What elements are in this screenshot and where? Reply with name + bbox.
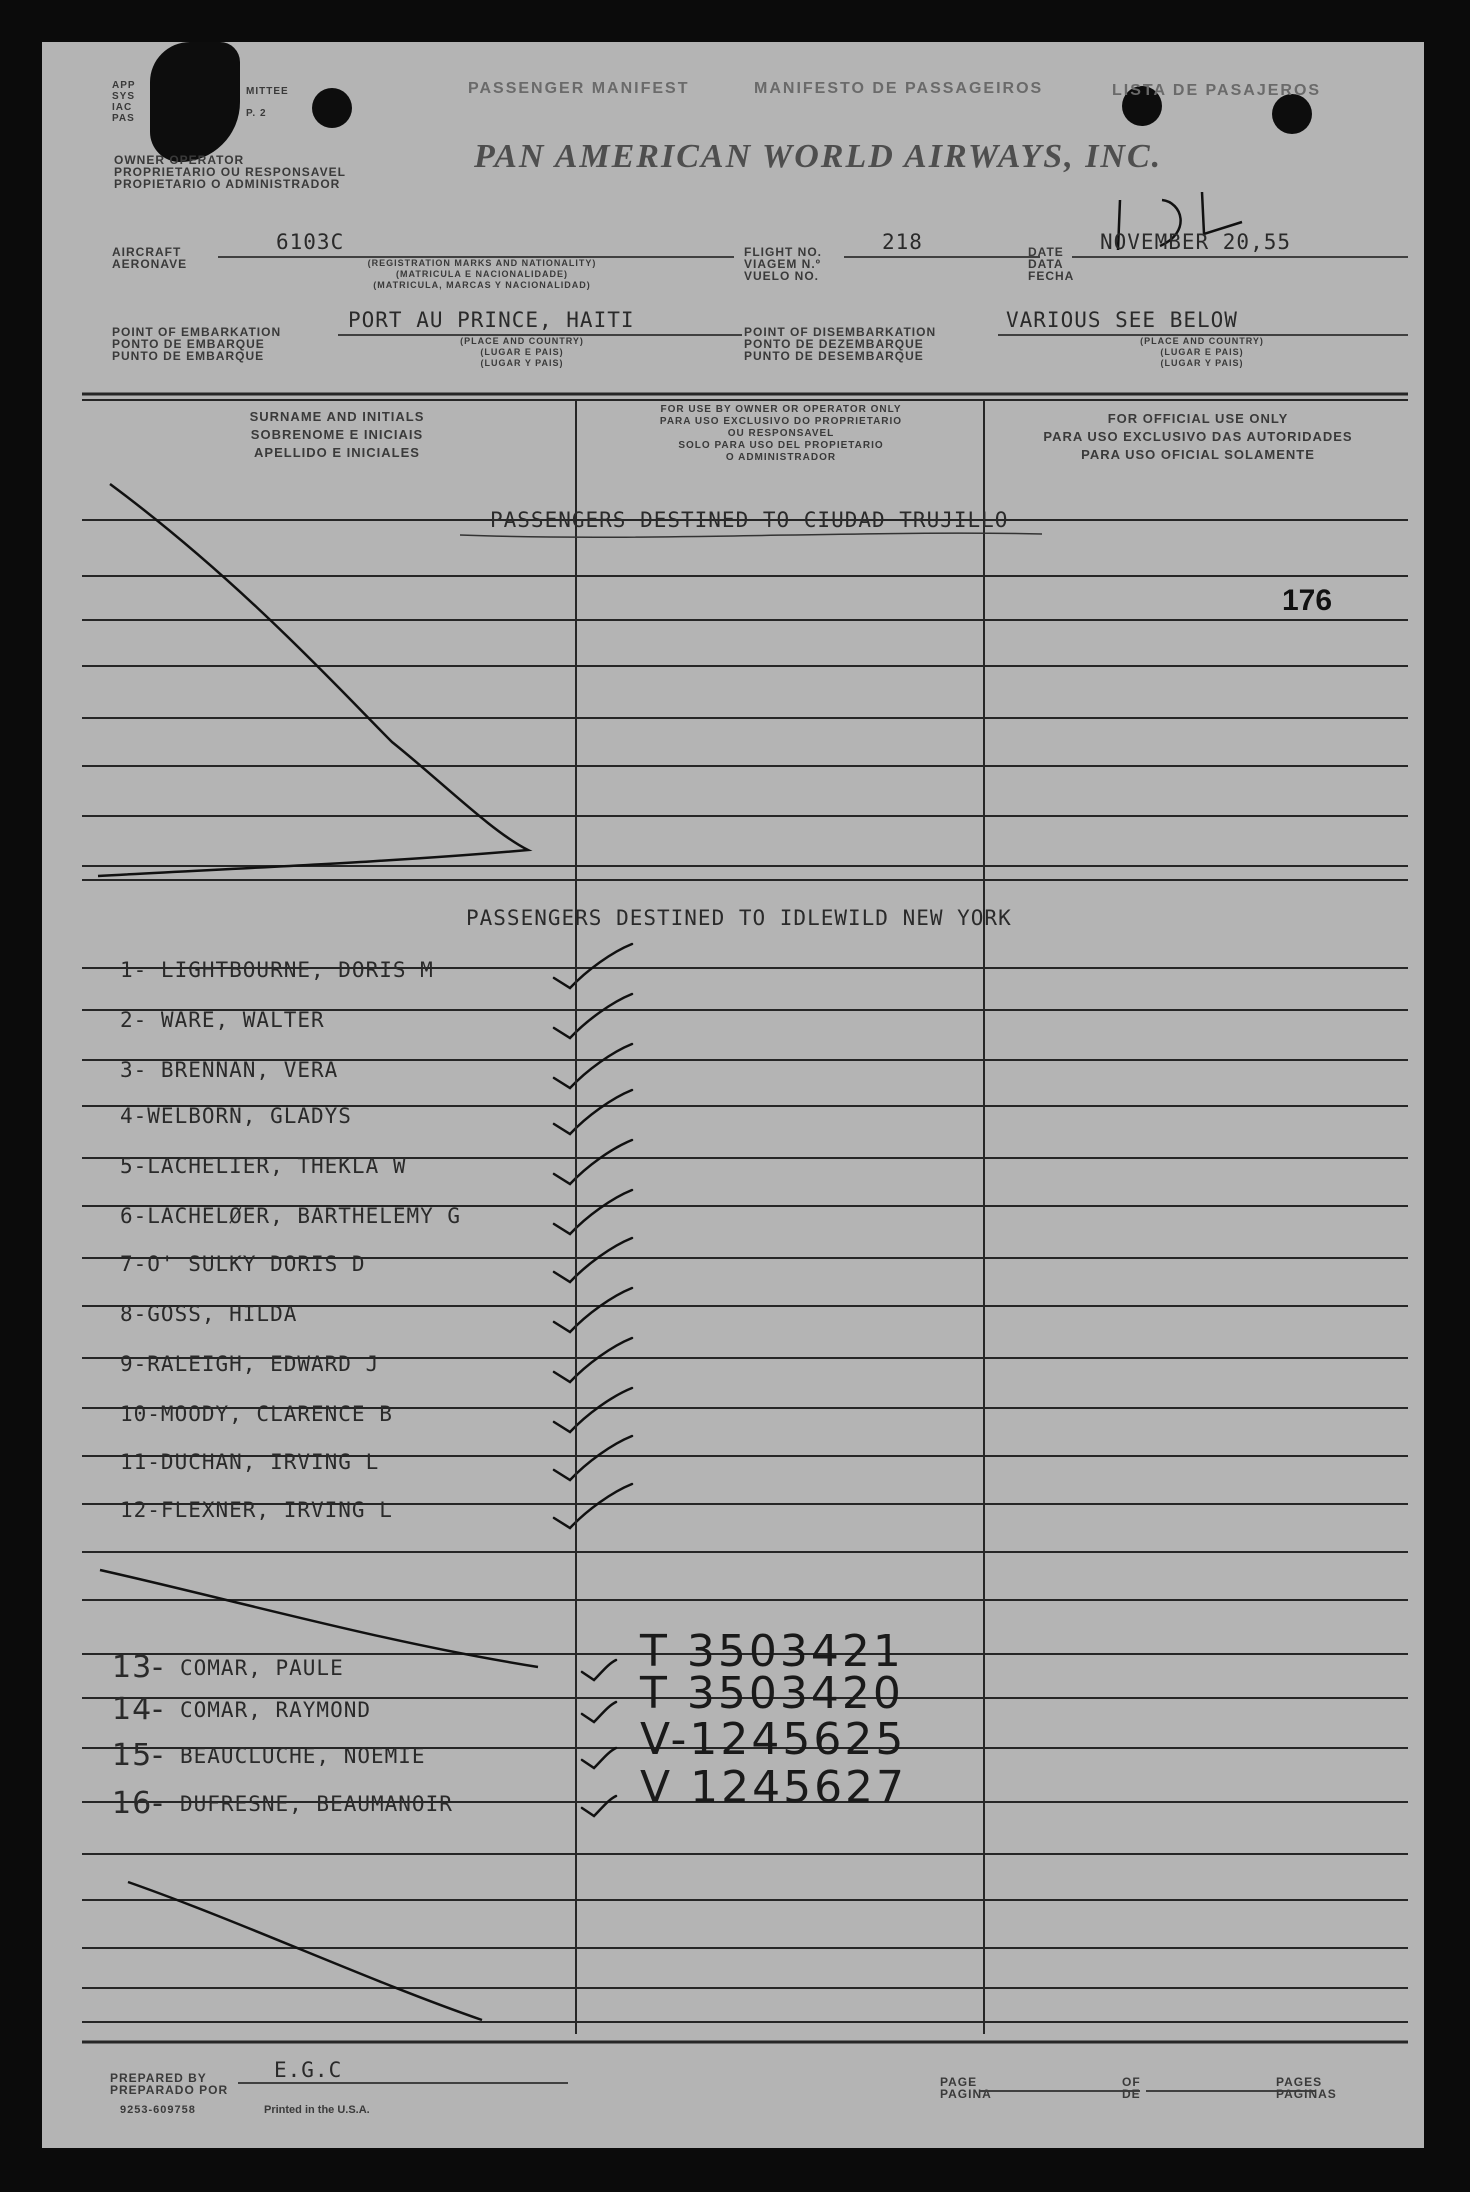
label-line: PUNTO DE EMBARQUE bbox=[112, 349, 265, 363]
embarkation-label bbox=[112, 326, 281, 362]
header-line: O ADMINISTRADOR bbox=[725, 452, 837, 463]
disembarkation-place-caption bbox=[1102, 336, 1302, 369]
header-line: FOR OFFICIAL USE ONLY bbox=[1107, 411, 1289, 426]
passenger-name: BEAUCLUCHE, NOEMIE bbox=[180, 1744, 426, 1768]
manifest-sheet bbox=[42, 42, 1424, 2148]
column-header-surname bbox=[102, 408, 572, 462]
flight-underline bbox=[844, 256, 1040, 258]
caption-line: (LUGAR Y PAIS) bbox=[1160, 358, 1244, 368]
owner-label-line: PROPRIETARIO OU RESPONSAVEL bbox=[114, 165, 346, 179]
caption-line: (PLACE AND COUNTRY) bbox=[460, 336, 584, 346]
prepared-by-label bbox=[110, 2072, 228, 2096]
page-label bbox=[940, 2076, 992, 2100]
passenger-name: DUFRESNE, BEAUMANOIR bbox=[180, 1792, 453, 1816]
flight-no-value: 218 bbox=[882, 230, 923, 254]
passenger-name: 10-MOODY, CLARENCE B bbox=[120, 1402, 393, 1426]
passenger-number: 16- bbox=[112, 1786, 164, 1821]
header-line: SOLO PARA USO DEL PROPIETARIO bbox=[678, 440, 884, 451]
aircraft-value: 6103C bbox=[276, 230, 345, 254]
label-line: DATE bbox=[1028, 245, 1064, 259]
passenger-name: 4-WELBORN, GLADYS bbox=[120, 1104, 352, 1128]
caption-line: (MATRICULA, MARCAS Y NACIONALIDAD) bbox=[373, 280, 591, 290]
check-mark bbox=[582, 1660, 616, 1680]
check-mark bbox=[554, 1238, 632, 1282]
caption-line: (MATRICULA E NACIONALIDADE) bbox=[396, 269, 568, 279]
header-line: PARA USO OFICIAL SOLAMENTE bbox=[1081, 447, 1315, 462]
passenger-number: 14- bbox=[112, 1692, 164, 1727]
label-line: FLIGHT NO. bbox=[744, 245, 822, 259]
passenger-name: COMAR, RAYMOND bbox=[180, 1698, 372, 1722]
header-line: OU RESPONSAVEL bbox=[727, 428, 835, 439]
printed-in-usa: Printed in the U.S.A. bbox=[264, 2104, 370, 2116]
travel-document-number: V 1245627 bbox=[640, 1762, 908, 1813]
embarkation-place-caption bbox=[422, 336, 622, 369]
check-mark bbox=[554, 1388, 632, 1432]
prepared-underline bbox=[238, 2082, 568, 2084]
passenger-name: 6-LACHELØER, BARTHELEMY G bbox=[120, 1204, 462, 1228]
label-line: PREPARED BY bbox=[110, 2071, 207, 2085]
check-mark bbox=[582, 1796, 616, 1816]
header-line: PARA USO EXCLUSIVO DAS AUTORIDADES bbox=[1043, 429, 1353, 444]
passenger-name: 2- WARE, WALTER bbox=[120, 1008, 325, 1032]
check-mark bbox=[582, 1702, 616, 1722]
caption-line: (LUGAR E PAIS) bbox=[1160, 347, 1244, 357]
header-line: SOBRENOME E INICIAIS bbox=[250, 427, 424, 442]
label-line: VIAGEM N.º bbox=[744, 257, 822, 271]
label-line: PAGE bbox=[940, 2075, 978, 2089]
label-line: POINT OF EMBARKATION bbox=[112, 325, 282, 339]
approval-line: APP bbox=[112, 80, 136, 91]
owner-operator-label bbox=[114, 154, 346, 190]
label-line: PUNTO DE DESEMBARQUE bbox=[744, 349, 924, 363]
label-line: FECHA bbox=[1028, 269, 1075, 283]
pages-label bbox=[1276, 2076, 1337, 2100]
heading-strike-line bbox=[460, 533, 1042, 537]
passenger-name: 5-LACHELIER, THEKLA W bbox=[120, 1154, 407, 1178]
label-line: PREPARADO POR bbox=[110, 2083, 229, 2097]
passenger-name: 7-O' SULKY DORIS D bbox=[120, 1252, 366, 1276]
label-line: PAGINAS bbox=[1276, 2087, 1337, 2101]
aircraft-label bbox=[112, 246, 187, 270]
title-spanish: LISTA DE PASAJEROS bbox=[1112, 82, 1322, 99]
label-line: PONTO DE EMBARQUE bbox=[112, 337, 265, 351]
check-mark bbox=[554, 1090, 632, 1134]
header-line: PARA USO EXCLUSIVO DO PROPRIETARIO bbox=[659, 416, 903, 427]
disembarkation-value: VARIOUS SEE BELOW bbox=[1006, 308, 1238, 332]
label-line: POINT OF DISEMBARKATION bbox=[744, 325, 937, 339]
header-line: FOR USE BY OWNER OR OPERATOR ONLY bbox=[660, 404, 902, 415]
form-number: 9253-609758 bbox=[120, 2104, 196, 2116]
passenger-name: 12-FLEXNER, IRVING L bbox=[120, 1498, 393, 1522]
title-portuguese: MANIFESTO DE PASSAGEIROS bbox=[754, 80, 1044, 97]
column-header-operator bbox=[582, 404, 980, 464]
caption-line: (PLACE AND COUNTRY) bbox=[1140, 336, 1264, 346]
travel-document-number: T 3503420 bbox=[640, 1668, 904, 1719]
passenger-name: COMAR, PAULE bbox=[180, 1656, 344, 1680]
passenger-name: 9-RALEIGH, EDWARD J bbox=[120, 1352, 380, 1376]
check-mark bbox=[582, 1748, 616, 1768]
check-mark bbox=[554, 944, 632, 988]
caption-line: (LUGAR Y PAIS) bbox=[480, 358, 564, 368]
label-line: PAGES bbox=[1276, 2075, 1323, 2089]
date-underline bbox=[1072, 256, 1408, 258]
approval-line: IAC bbox=[112, 102, 133, 113]
passenger-name: 1- LIGHTBOURNE, DORIS M bbox=[120, 958, 434, 982]
label-line: OF bbox=[1122, 2075, 1141, 2089]
check-mark bbox=[554, 1288, 632, 1332]
passenger-name: 11-DUCHAN, IRVING L bbox=[120, 1450, 380, 1474]
travel-document-number: V-1245625 bbox=[640, 1714, 907, 1765]
embarkation-value: PORT AU PRINCE, HAITI bbox=[348, 308, 635, 332]
approval-fragment: P. 2 bbox=[246, 108, 267, 119]
prepared-by-value: E.G.C bbox=[274, 2058, 343, 2082]
company-name: PAN AMERICAN WORLD AIRWAYS, INC. bbox=[474, 138, 1163, 175]
page-underline bbox=[980, 2090, 1140, 2092]
travel-document-number: T 3503421 bbox=[640, 1626, 904, 1677]
date-label bbox=[1028, 246, 1074, 282]
header-line: SURNAME AND INITIALS bbox=[249, 409, 425, 424]
passenger-number: 13- bbox=[112, 1650, 164, 1685]
owner-label-line: PROPIETARIO O ADMINISTRADOR bbox=[114, 177, 341, 191]
check-mark bbox=[554, 1140, 632, 1184]
caption-line: (LUGAR E PAIS) bbox=[480, 347, 564, 357]
passenger-name: 3- BRENNAN, VERA bbox=[120, 1058, 339, 1082]
label-line: AIRCRAFT bbox=[112, 245, 182, 259]
caption-line: (REGISTRATION MARKS AND NATIONALITY) bbox=[367, 258, 597, 268]
label-line: DE bbox=[1122, 2087, 1141, 2101]
section-heading-idlewild: PASSENGERS DESTINED TO IDLEWILD NEW YORK bbox=[466, 906, 1012, 930]
passenger-number: 15- bbox=[112, 1738, 164, 1773]
label-line: PAGINA bbox=[940, 2087, 992, 2101]
strike-through-mark-1 bbox=[98, 484, 528, 876]
check-mark bbox=[554, 1484, 632, 1528]
approval-line: SYS bbox=[112, 91, 136, 102]
passenger-name: 8-GOSS, HILDA bbox=[120, 1302, 298, 1326]
label-line: AERONAVE bbox=[112, 257, 188, 271]
disembarkation-label bbox=[744, 326, 936, 362]
registration-caption bbox=[292, 258, 672, 291]
stamp-number: 176 bbox=[1282, 584, 1333, 617]
approval-line: PAS bbox=[112, 113, 135, 124]
check-mark bbox=[554, 1190, 632, 1234]
approval-fragment: MITTEE bbox=[246, 86, 289, 97]
date-value: NOVEMBER 20,55 bbox=[1100, 230, 1292, 254]
column-header-official bbox=[988, 410, 1408, 464]
strike-through-mark-3 bbox=[128, 1882, 482, 2020]
approval-block bbox=[112, 80, 136, 124]
check-mark bbox=[554, 994, 632, 1038]
section-heading-ciudad-trujillo: PASSENGERS DESTINED TO CIUDAD TRUJILLO bbox=[490, 508, 1009, 532]
of-label bbox=[1122, 2076, 1141, 2100]
label-line: PONTO DE DEZEMBARQUE bbox=[744, 337, 924, 351]
label-line: VUELO NO. bbox=[744, 269, 820, 283]
punch-hole-1 bbox=[312, 88, 352, 128]
punch-hole-3 bbox=[1272, 94, 1312, 134]
title-english: PASSENGER MANIFEST bbox=[468, 80, 690, 97]
header-line: APELLIDO E INICIALES bbox=[254, 445, 420, 460]
check-mark bbox=[554, 1338, 632, 1382]
flight-no-label bbox=[744, 246, 822, 282]
strike-through-mark-2 bbox=[100, 1570, 538, 1667]
owner-label-line: OWNER OPERATOR bbox=[114, 153, 245, 167]
check-mark bbox=[554, 1044, 632, 1088]
label-line: DATA bbox=[1028, 257, 1064, 271]
check-mark bbox=[554, 1436, 632, 1480]
